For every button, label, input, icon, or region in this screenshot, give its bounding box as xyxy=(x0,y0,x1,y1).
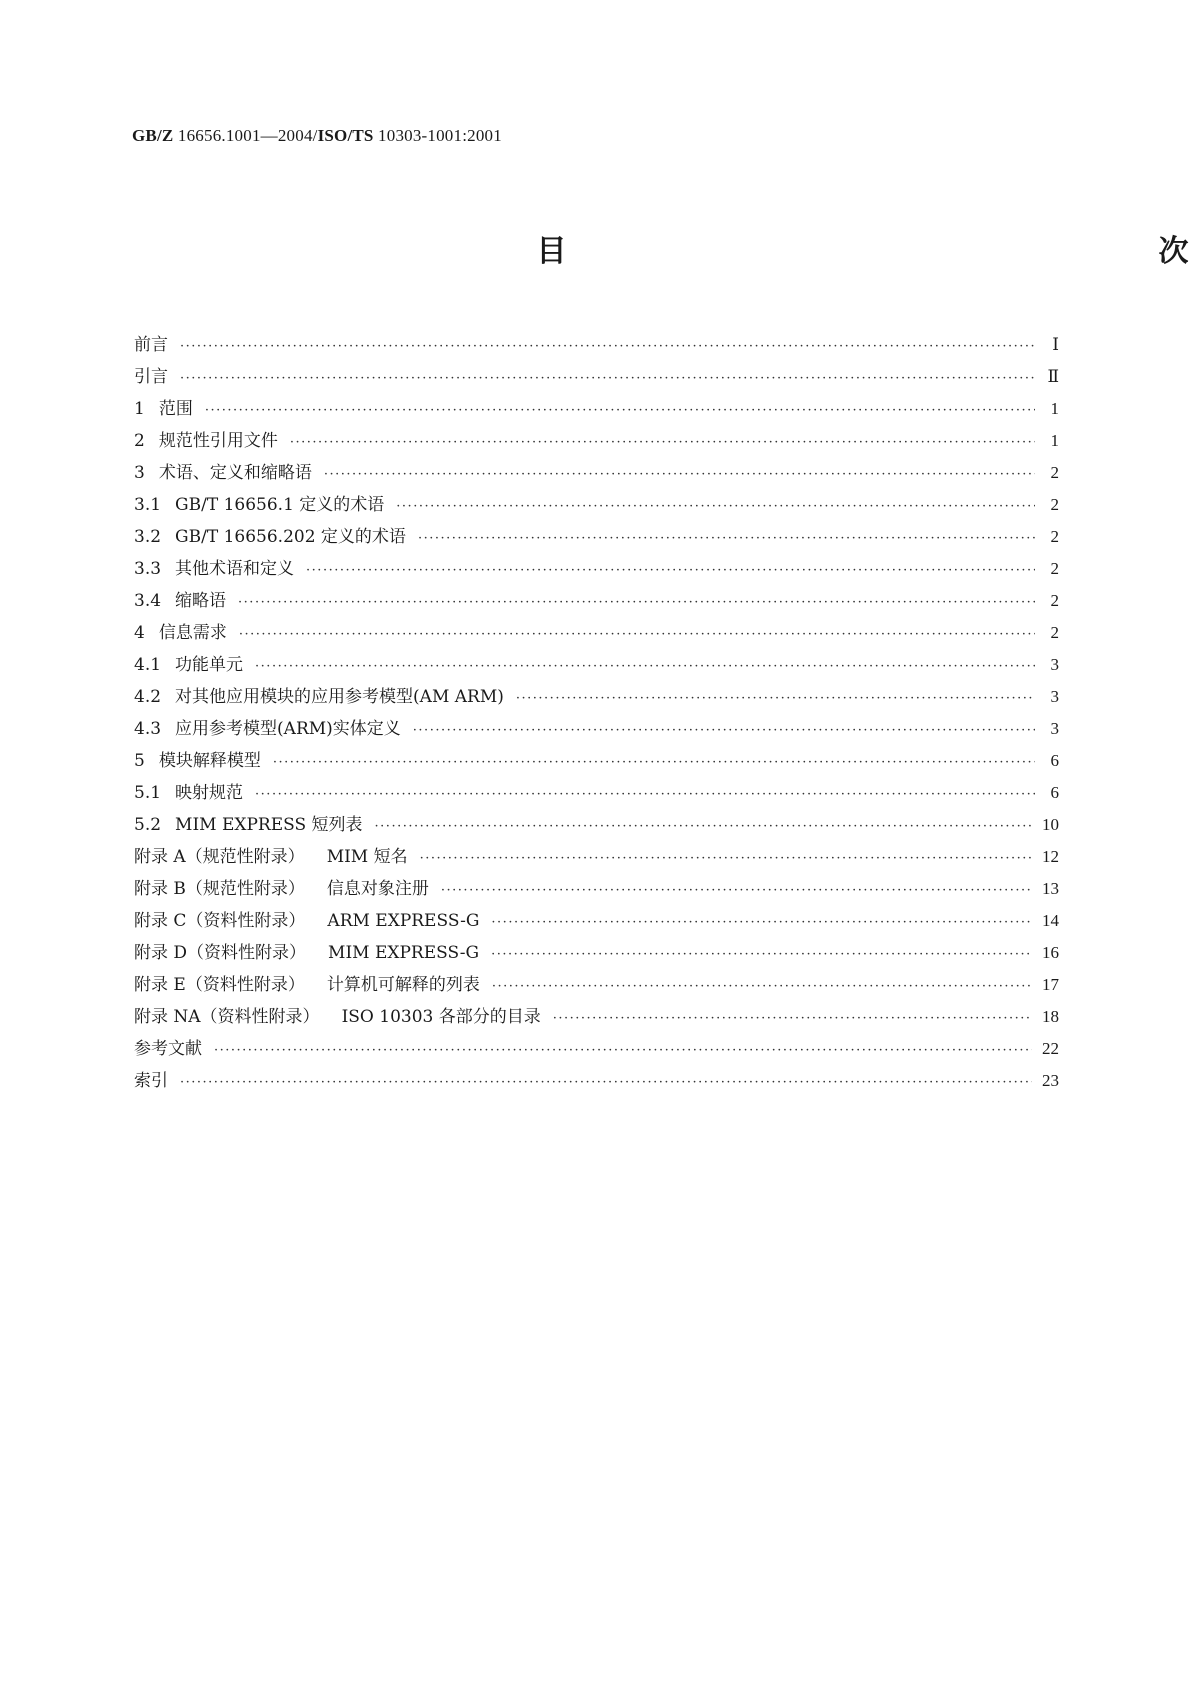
toc-entry-number: 3.1 xyxy=(134,495,162,515)
table-of-contents xyxy=(134,330,1059,1098)
toc-entry[interactable] xyxy=(134,362,1059,394)
toc-entry-label xyxy=(134,1066,168,1091)
page-title xyxy=(0,226,1191,270)
toc-entry-label xyxy=(134,906,479,931)
toc-entry[interactable] xyxy=(134,778,1059,810)
toc-entry[interactable] xyxy=(134,714,1059,746)
toc-entry[interactable] xyxy=(134,458,1059,490)
toc-entry[interactable] xyxy=(134,554,1059,586)
toc-entry-number: 附录 A（规范性附录） xyxy=(134,847,305,867)
toc-page-number: 23 xyxy=(1042,1071,1059,1090)
toc-page-number: 10 xyxy=(1042,815,1059,834)
toc-entry-label xyxy=(134,778,243,803)
title-char-1: 目 xyxy=(536,234,567,269)
toc-page-number: 12 xyxy=(1042,847,1059,866)
toc-entry-label xyxy=(134,874,429,899)
toc-entry-text: 引言 xyxy=(134,367,168,387)
dot-leader xyxy=(553,1011,1032,1026)
toc-entry[interactable] xyxy=(134,618,1059,650)
toc-entry-label xyxy=(134,586,226,611)
dot-leader xyxy=(238,595,1035,610)
toc-entry-text: 缩略语 xyxy=(175,591,227,611)
toc-entry[interactable] xyxy=(134,938,1059,970)
toc-page-number: Ⅰ xyxy=(1052,335,1059,354)
toc-entry[interactable] xyxy=(134,1034,1059,1066)
toc-entry-number: 5.2 xyxy=(134,815,162,835)
toc-entry-number: 3.2 xyxy=(134,527,162,547)
toc-entry-text: 范围 xyxy=(158,399,193,419)
dot-leader xyxy=(420,851,1032,866)
toc-entry-number: 附录 B（规范性附录） xyxy=(134,879,305,899)
toc-entry-number: 3 xyxy=(134,463,145,483)
dot-leader xyxy=(180,1075,1032,1090)
toc-entry[interactable] xyxy=(134,746,1059,778)
toc-entry[interactable] xyxy=(134,650,1059,682)
toc-entry-text: 参考文献 xyxy=(134,1039,202,1059)
toc-page-number: 2 xyxy=(1050,463,1059,482)
toc-entry-text: 术语、定义和缩略语 xyxy=(158,463,312,483)
toc-entry-text: 索引 xyxy=(134,1071,168,1091)
toc-entry[interactable] xyxy=(134,522,1059,554)
toc-page-number: 2 xyxy=(1050,591,1059,610)
toc-entry-number: 4.1 xyxy=(134,655,162,675)
toc-entry-label xyxy=(134,746,261,771)
toc-entry-label xyxy=(134,362,168,387)
toc-entry[interactable] xyxy=(134,682,1059,714)
toc-entry-number: 4 xyxy=(134,623,145,643)
toc-entry-text: 计算机可解释的列表 xyxy=(326,975,480,995)
toc-entry-label xyxy=(134,1034,202,1059)
toc-entry-text: 映射规范 xyxy=(175,783,244,803)
dot-leader xyxy=(441,883,1032,898)
toc-entry-text: 应用参考模型(ARM)实体定义 xyxy=(175,719,401,739)
toc-entry[interactable] xyxy=(134,1002,1059,1034)
toc-entry[interactable] xyxy=(134,906,1059,938)
dot-leader xyxy=(205,403,1035,418)
dot-leader xyxy=(273,755,1035,770)
dot-leader xyxy=(491,947,1032,962)
toc-page-number: 16 xyxy=(1042,943,1059,962)
toc-entry[interactable] xyxy=(134,842,1059,874)
toc-page-number: 2 xyxy=(1050,495,1059,514)
toc-entry-text: GB/T 16656.202 定义的术语 xyxy=(175,527,406,547)
toc-entry-text: 其他术语和定义 xyxy=(175,559,295,579)
toc-entry-text: 对其他应用模块的应用参考模型(AM ARM) xyxy=(175,687,504,707)
toc-entry-text: ARM EXPRESS-G xyxy=(327,911,480,931)
standard-prefix: GB/Z xyxy=(132,126,174,145)
toc-entry-text: MIM EXPRESS-G xyxy=(328,943,480,963)
toc-page-number: 1 xyxy=(1050,431,1059,450)
toc-entry-label xyxy=(134,842,408,867)
toc-entry-number: 5.1 xyxy=(134,783,162,803)
toc-entry[interactable] xyxy=(134,970,1059,1002)
toc-entry-label xyxy=(134,490,384,515)
toc-entry-number: 附录 NA（资料性附录） xyxy=(134,1007,320,1027)
toc-entry-text: MIM EXPRESS 短列表 xyxy=(175,815,363,835)
toc-entry-text: 功能单元 xyxy=(175,655,244,675)
toc-entry-label xyxy=(134,682,504,707)
toc-entry-text: GB/T 16656.1 定义的术语 xyxy=(175,495,385,515)
document-header xyxy=(132,126,502,146)
toc-entry-text: 信息需求 xyxy=(158,623,227,643)
toc-entry[interactable] xyxy=(134,810,1059,842)
toc-entry-label xyxy=(134,458,312,483)
toc-entry-label xyxy=(134,810,363,835)
toc-page-number: 18 xyxy=(1042,1007,1059,1026)
toc-entry[interactable] xyxy=(134,426,1059,458)
dot-leader xyxy=(491,915,1032,930)
toc-entry[interactable] xyxy=(134,394,1059,426)
dot-leader xyxy=(492,979,1032,994)
dot-leader xyxy=(239,627,1035,642)
toc-entry[interactable] xyxy=(134,330,1059,362)
toc-entry-label xyxy=(134,970,480,995)
dot-leader xyxy=(516,691,1035,706)
toc-entry-label xyxy=(134,330,168,355)
toc-page-number: 6 xyxy=(1050,751,1059,770)
toc-entry-number: 附录 D（资料性附录） xyxy=(134,943,307,963)
toc-page-number: 3 xyxy=(1050,655,1059,674)
toc-entry-number: 3.3 xyxy=(134,559,162,579)
toc-entry-text: 信息对象注册 xyxy=(326,879,429,899)
toc-entry[interactable] xyxy=(134,586,1059,618)
toc-entry-number: 附录 C（资料性附录） xyxy=(134,911,306,931)
toc-page-number: 3 xyxy=(1050,719,1059,738)
toc-entry-label xyxy=(134,650,243,675)
toc-entry-text: 规范性引用文件 xyxy=(158,431,278,451)
toc-page-number: 13 xyxy=(1042,879,1059,898)
toc-entry-label xyxy=(134,522,406,547)
dot-leader xyxy=(413,723,1035,738)
dot-leader xyxy=(214,1043,1032,1058)
toc-entry-number: 2 xyxy=(134,431,145,451)
toc-entry-number: 5 xyxy=(134,751,145,771)
toc-page-number: 17 xyxy=(1042,975,1059,994)
toc-entry[interactable] xyxy=(134,490,1059,522)
toc-page-number: 3 xyxy=(1050,687,1059,706)
toc-page-number: Ⅱ xyxy=(1047,367,1059,386)
toc-page-number: 1 xyxy=(1050,399,1059,418)
dot-leader xyxy=(180,371,1035,386)
toc-entry-label xyxy=(134,554,294,579)
dot-leader xyxy=(290,435,1035,450)
toc-entry-label xyxy=(134,394,193,419)
toc-page-number: 14 xyxy=(1042,911,1059,930)
toc-entry[interactable] xyxy=(134,1066,1059,1098)
toc-page-number: 2 xyxy=(1050,623,1059,642)
toc-page-number: 22 xyxy=(1042,1039,1059,1058)
toc-entry-text: 模块解释模型 xyxy=(158,751,261,771)
toc-entry-label xyxy=(134,618,227,643)
toc-entry-number: 3.4 xyxy=(134,591,162,611)
toc-entry-text: ISO 10303 各部分的目录 xyxy=(341,1007,541,1027)
toc-entry-number: 附录 E（资料性附录） xyxy=(134,975,305,995)
toc-entry-label xyxy=(134,1002,541,1027)
dot-leader xyxy=(255,787,1035,802)
dot-leader xyxy=(375,819,1032,834)
dot-leader xyxy=(396,499,1035,514)
standard-number: 16656.1001—2004/ xyxy=(177,126,318,145)
toc-entry-label xyxy=(134,426,278,451)
toc-entry-label xyxy=(134,714,401,739)
toc-entry-label xyxy=(134,938,479,963)
dot-leader xyxy=(180,339,1035,354)
iso-prefix: ISO/TS xyxy=(317,126,374,145)
toc-page-number: 2 xyxy=(1050,527,1059,546)
toc-entry-number: 4.3 xyxy=(134,719,162,739)
dot-leader xyxy=(324,467,1035,482)
toc-entry-text: MIM 短名 xyxy=(326,847,408,867)
toc-entry[interactable] xyxy=(134,874,1059,906)
dot-leader xyxy=(418,531,1035,546)
dot-leader xyxy=(255,659,1035,674)
toc-entry-number: 4.2 xyxy=(134,687,162,707)
toc-page-number: 6 xyxy=(1050,783,1059,802)
toc-entry-number: 1 xyxy=(134,399,145,419)
toc-page-number: 2 xyxy=(1050,559,1059,578)
title-char-2: 次 xyxy=(1158,234,1189,269)
toc-entry-text: 前言 xyxy=(134,335,168,355)
iso-number: 10303-1001:2001 xyxy=(378,126,502,145)
dot-leader xyxy=(306,563,1035,578)
